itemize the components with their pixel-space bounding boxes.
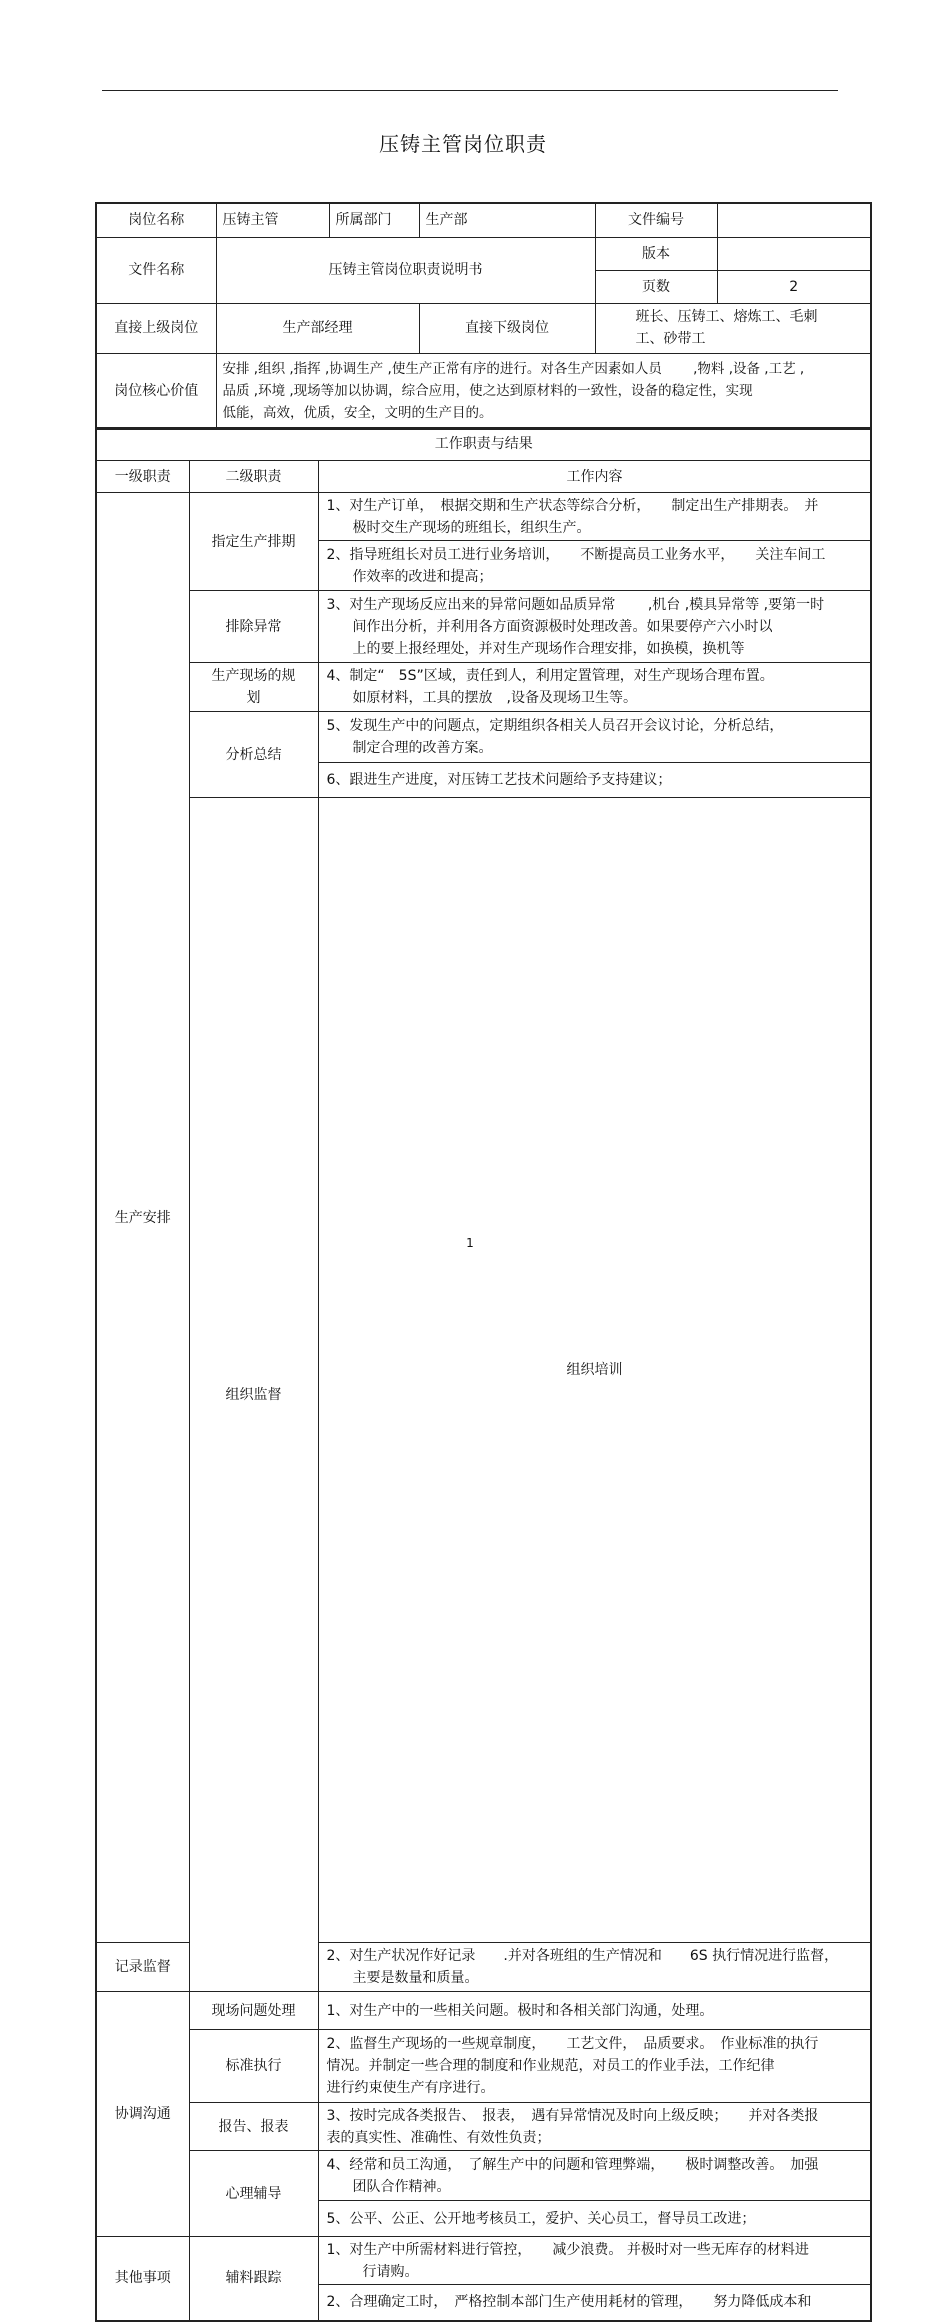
duty-line: 2、监督生产现场的一些规章制度， 工艺文件， 品质要求。 作业标准的执行 [326,2036,819,2052]
level2-duty: 组织培训 [318,798,871,1943]
duty-line: 如原材料，工具的摆放 ,设备及现场卫生等。 [352,690,637,706]
duty-line: 间作出分析，并利用各方面资源极时处理改善。如果要停产六小时以 [352,618,773,635]
level2-duty: 报告、报表 [189,2103,318,2151]
header-rule [102,90,838,91]
level2-duty: 指定生产排期 [189,493,318,591]
duty-item [318,2285,871,2321]
level2-duty: 辅料跟踪 [189,2237,318,2321]
col-header-level1: 一级职责 [96,461,189,493]
core-value-line: 安排 ,组织 ,指挥 ,协调生产 ,使生产正常有序的进行。对各生产因素如人员 ,物料 ,设备 ,工艺 , [222,360,805,377]
duty-line: 上的要上报经理处，并对生产现场作合理安排，如换模，换机等 [352,640,745,657]
position-label: 岗位名称 [96,203,216,237]
position-info-table [95,202,872,430]
duty-line: 极时交生产现场的班组长，组织生产。 [352,519,591,536]
duty-line: 2、合理确定工时， 严格控制本部门生产使用耗材的管理， 努力降低成本和 [326,2294,812,2311]
file-no-label: 文件编号 [595,203,717,237]
subordinate-line: 班长、压铸工、熔炼工、毛刺 [635,309,818,325]
duty-line: 5、公平、公正、公开地考核员工，爱护、关心员工，督导员工改进； [326,2210,756,2227]
duty-item [318,2237,871,2285]
duty-line: 行请购。 [362,2263,419,2280]
duty-item [318,2201,871,2237]
duty-item [318,2030,871,2103]
duties-table [95,427,872,2322]
page-number: 1 [466,1236,474,1250]
duty-line: 5、发现生产中的问题点，定期组织各相关人员召开会议讨论，分析总结， [326,718,784,734]
duty-item [318,712,871,763]
superior-value: 生产部经理 [216,303,419,353]
duty-line: 4、制定“ 5S”区域，责任到人，利用定置管理，对生产现场合理布置。 [326,668,774,684]
level2-duty: 标准执行 [189,2030,318,2103]
core-value-line: 品质 ,环境 ,现场等加以协调，综合应用，使之达到原材料的一致性，设备的稳定性，实现 [222,382,753,399]
subordinate-line: 工、砂带工 [635,331,706,347]
version-label: 版本 [595,237,717,270]
level2-duty-line: 划 [246,690,261,706]
duty-item [318,663,871,712]
duty-line: 6、跟进生产进度，对压铸工艺技术问题给予支持建议； [326,772,672,788]
file-no-value [717,203,871,237]
duty-item [318,2151,871,2201]
col-header-content: 工作内容 [318,461,871,493]
level2-duty-line: 生产现场的规 [211,668,296,684]
col-header-level2: 二级职责 [189,461,318,493]
duty-item [318,1992,871,2030]
dept-value: 生产部 [419,203,595,237]
section-title: 工作职责与结果 [96,428,871,461]
level2-duty: 心理辅导 [189,2151,318,2237]
subordinate-label: 直接下级岗位 [419,303,595,353]
duty-item [318,591,871,663]
file-name-label: 文件名称 [96,237,216,303]
duty-line: 1、对生产中的一些相关问题。极时和各相关部门沟通，处理。 [326,2002,714,2019]
duty-line: 2、指导班组长对员工进行业务培训， 不断提高员工业务水平， 关注车间工 [326,546,826,563]
file-name-value: 压铸主管岗位职责说明书 [216,237,595,303]
duty-item [318,1943,871,1992]
duty-line: 3、按时完成各类报告、 报表， 遇有异常情况及时向上级反映； 并对各类报 [326,2107,819,2124]
duty-line: 主要是数量和质量。 [352,1970,479,1986]
level2-duty: 现场问题处理 [189,1992,318,2030]
duty-line: 2、对生产状况作好记录 .并对各班组的生产情况和 6S 执行情况进行监督， [326,1948,839,1964]
version-value [717,237,871,270]
duty-line: 3、对生产现场反应出来的异常问题如品质异常 ,机台 ,模具异常等 ,要第一时 [326,596,825,613]
duty-line: 表的真实性、准确性、有效性负责； [326,2129,551,2146]
level1-duty: 生产安排 [96,493,189,1943]
duty-line: 1、对生产订单， 根据交期和生产状态等综合分析， 制定出生产排期表。 并 [326,497,819,514]
core-value-line: 低能，高效，优质，安全，文明的生产目的。 [222,404,493,421]
duty-line: 1、对生产中所需材料进行管控， 减少浪费。 并极时对一些无库存的材料进 [326,2241,809,2258]
level2-duty [189,663,318,712]
core-value-text [216,353,871,429]
duty-line: 情况。并制定一些合理的制度和作业规范，对员工的作业手法，工作纪律 [326,2058,775,2074]
duty-line: 团队合作精神。 [352,2178,451,2195]
level2-duty: 记录监督 [96,1943,189,1992]
dept-label: 所属部门 [329,203,419,237]
duty-line: 4、经常和员工沟通， 了解生产中的问题和管理弊端， 极时调整改善。 加强 [326,2156,819,2173]
level1-duty: 组织监督 [189,798,318,1992]
core-value-label: 岗位核心价值 [96,353,216,429]
level1-duty: 其他事项 [96,2237,189,2321]
duty-line: 进行约束使生产有序进行。 [326,2080,495,2096]
duty-item [318,2103,871,2151]
level2-duty: 排除异常 [189,591,318,663]
subordinate-value [595,303,871,353]
duty-item [318,493,871,541]
level2-duty: 分析总结 [189,712,318,798]
duty-line: 制定合理的改善方案。 [352,740,493,756]
superior-label: 直接上级岗位 [96,303,216,353]
duty-item [318,541,871,591]
pages-value: 2 [717,270,871,303]
page-title: 压铸主管岗位职责 [379,132,547,156]
position-value: 压铸主管 [216,203,329,237]
duty-item [318,763,871,798]
pages-label: 页数 [595,270,717,303]
level1-duty: 协调沟通 [96,1992,189,2237]
duty-line: 作效率的改进和提高； [352,568,493,585]
